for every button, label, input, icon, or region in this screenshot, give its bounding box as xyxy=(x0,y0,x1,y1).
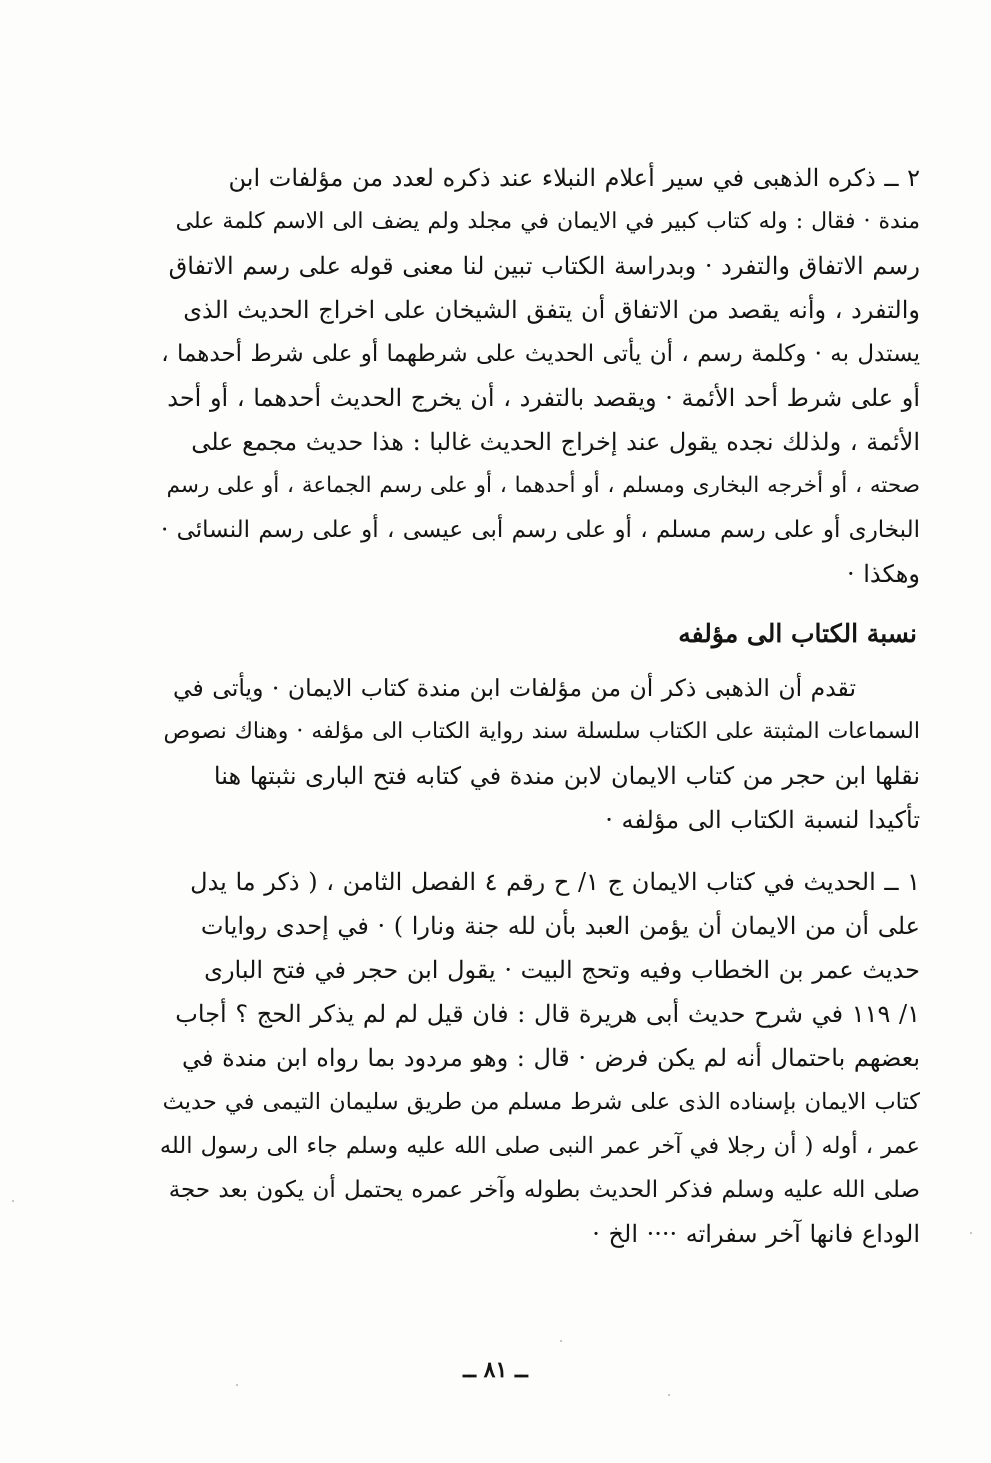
text-line: وهكذا · xyxy=(846,560,920,588)
scan-speck xyxy=(236,1384,238,1386)
text-line: كتاب الايمان بإسناده الذى على شرط مسلم من طريق سليمان التيمى في حديث xyxy=(162,1089,920,1115)
text-line: ٢ ــ ذكره الذهبى في سير أعلام النبلاء عند ذكره لعدد من مؤلفات ابن xyxy=(228,164,920,192)
text-line: عمر ، أوله ( أن رجلا في آخر عمر النبى صلى الله عليه وسلم جاء الى رسول الله xyxy=(160,1133,920,1159)
text-line: صلى الله عليه وسلم فذكر الحديث بطوله وآخر عمره يحتمل أن يكون بعد حجة xyxy=(168,1177,920,1203)
text-line: والتفرد ، وأنه يقصد من الاتفاق أن يتفق الشيخان على اخراج الحديث الذى xyxy=(183,296,920,324)
text-line: تقدم أن الذهبى ذكر أن من مؤلفات ابن مندة كتاب الايمان · ويأتى في xyxy=(172,674,856,702)
text-line: الأئمة ، ولذلك نجده يقول عند إخراج الحديث غالبا : هذا حديث مجمع على xyxy=(191,428,920,456)
text-line: الوداع فانها آخر سفراته ···· الخ · xyxy=(592,1220,920,1248)
text-line: حديث عمر بن الخطاب وفيه وتحج البيت · يقول ابن حجر في فتح البارى xyxy=(204,956,920,984)
text-line: تأكيدا لنسبة الكتاب الى مؤلفه · xyxy=(605,806,920,834)
paragraph-hadith-one xyxy=(160,860,920,1256)
text-line: رسم الاتفاق والتفرد · وبدراسة الكتاب تبين لنا معنى قوله على رسم الاتفاق xyxy=(168,252,920,280)
text-line: نقلها ابن حجر من كتاب الايمان لابن مندة في كتابه فتح البارى نثبتها هنا xyxy=(213,762,920,790)
text-line: ١ ــ الحديث في كتاب الايمان ج ١/ ح رقم ٤ الفصل الثامن ، ( ذكر ما يدل xyxy=(190,868,920,896)
text-line: يستدل به · وكلمة رسم ، أن يأتى الحديث على شرطهما أو على شرط أحدهما ، xyxy=(161,341,920,367)
paragraph-attribution xyxy=(160,666,920,842)
text-line: أو على شرط أحد الأئمة · ويقصد بالتفرد ، أن يخرج الحديث أحدهما ، أو أحد xyxy=(167,384,920,412)
text-line: على أن من الايمان أن يؤمن العبد بأن لله جنة ونارا ) · في إحدى روايات xyxy=(200,912,920,940)
scan-speck xyxy=(668,1394,670,1396)
text-line: مندة · فقال : وله كتاب كبير في الايمان في مجلد ولم يضف الى الاسم كلمة على xyxy=(175,209,920,234)
text-line: صحته ، أو أخرجه البخارى ومسلم ، أو أحدهما ، أو على رسم الجماعة ، أو على رسم xyxy=(166,473,920,498)
scan-speck xyxy=(560,1340,562,1342)
text-line: ١/ ١١٩ في شرح حديث أبى هريرة قال : فان قيل لم لم يذكر الحج ؟ أجاب xyxy=(175,1000,920,1028)
text-line: بعضهم باحتمال أنه لم يكن فرض · قال : وهو مردود بما رواه ابن مندة في xyxy=(182,1044,920,1072)
section-heading: نسبة الكتاب الى مؤلفه xyxy=(678,619,917,648)
text-line: البخارى أو على رسم مسلم ، أو على رسم أبى عيسى ، أو على رسم النسائى · xyxy=(160,517,920,543)
scan-speck xyxy=(970,1232,972,1234)
page-number: ــ ٨١ ــ xyxy=(463,1357,528,1383)
paragraph-dhahabi-citation xyxy=(160,156,920,596)
text-line: السماعات المثبتة على الكتاب سلسلة سند رواية الكتاب الى مؤلفه · وهناك نصوص xyxy=(163,719,920,744)
scan-speck xyxy=(12,1200,14,1202)
